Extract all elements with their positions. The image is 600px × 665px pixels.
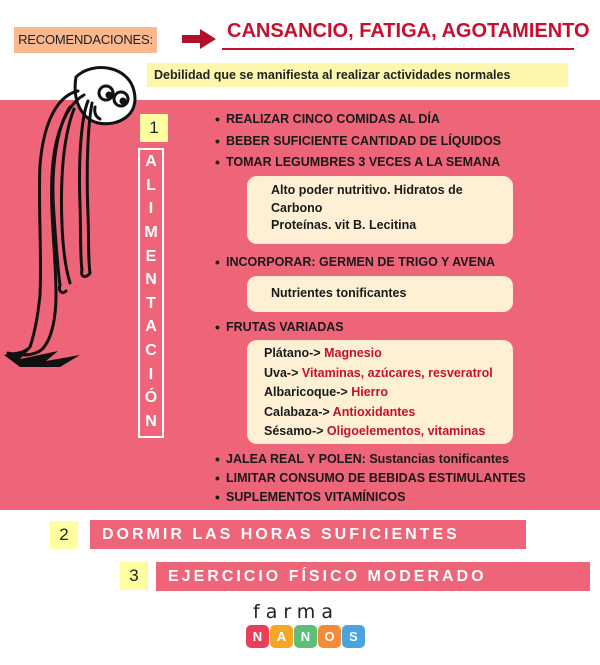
fruit-name: Plátano-> — [264, 346, 321, 360]
fruit-name: Albaricoque-> — [264, 385, 348, 399]
vertical-letter: I — [148, 200, 154, 218]
fruit-benefit: Vitaminas, azúcares, resveratrol — [301, 365, 493, 380]
logo-piece: O — [318, 625, 341, 648]
vertical-letter: A — [145, 318, 157, 336]
germen-info-box — [247, 276, 513, 312]
fruit-row — [264, 422, 496, 442]
right-arrow-icon — [182, 29, 216, 49]
list-item: • LIMITAR CONSUMO DE BEBIDAS ESTIMULANTES — [226, 471, 526, 485]
fruit-benefit: Hierro — [351, 385, 389, 399]
vertical-letter: A — [145, 153, 157, 170]
alimentacion-vertical-label — [138, 148, 164, 438]
legumbres-info-box — [247, 176, 513, 244]
tired-stick-figure-illustration — [0, 55, 140, 375]
fruit-name: Sésamo-> — [264, 424, 324, 438]
fruit-row — [264, 383, 496, 403]
subtitle: Debilidad que se manifiesta al realizar actividades normales — [147, 63, 568, 87]
vertical-letter: Ó — [144, 389, 158, 407]
fruit-row — [264, 344, 496, 364]
list-item: • FRUTAS VARIADAS — [226, 320, 344, 334]
info-line: Proteínas. vit B. Lecitina — [271, 218, 417, 232]
list-item: • JALEA REAL Y POLEN: Sustancias tonificantes — [226, 452, 509, 466]
logo-piece: N — [246, 625, 269, 648]
info-line: Nutrientes tonificantes — [271, 286, 407, 300]
vertical-letter: N — [145, 271, 157, 289]
fruit-row — [264, 364, 496, 384]
section-2-number: 2 — [50, 521, 78, 549]
fruit-name: Uva-> — [264, 365, 299, 380]
logo-piece: A — [270, 625, 293, 648]
page-title: CANSANCIO, FATIGA, AGOTAMIENTO — [227, 20, 590, 42]
fruit-benefit: Antioxidantes — [332, 404, 416, 419]
vertical-letter: I — [148, 365, 154, 383]
vertical-letter: L — [146, 176, 156, 194]
vertical-letter: C — [145, 342, 157, 359]
fruit-row — [264, 403, 496, 423]
logo-nanos-puzzle — [246, 625, 366, 648]
list-item: • INCORPORAR: GERMEN DE TRIGO Y AVENA — [226, 255, 495, 269]
frutas-info-box — [247, 340, 513, 444]
dormir-banner: DORMIR LAS HORAS SUFICIENTES — [90, 520, 526, 549]
fruit-benefit: Magnesio — [324, 346, 382, 360]
list-item: • REALIZAR CINCO COMIDAS AL DÍA — [226, 112, 440, 126]
title-underline — [222, 48, 574, 50]
list-item: • TOMAR LEGUMBRES 3 VECES A LA SEMANA — [226, 155, 500, 169]
logo-farma-text: farma — [253, 601, 339, 623]
section-1-number: 1 — [140, 114, 168, 142]
logo-piece: N — [294, 625, 317, 648]
fruit-benefit: Oligoelementos, vitaminas — [326, 424, 486, 438]
vertical-letter: T — [146, 294, 156, 312]
list-item: • BEBER SUFICIENTE CANTIDAD DE LÍQUIDOS — [226, 134, 501, 148]
vertical-letter: M — [144, 223, 158, 241]
vertical-letter: N — [145, 412, 157, 430]
list-item: • SUPLEMENTOS VITAMÍNICOS — [226, 490, 405, 504]
ejercicio-banner: EJERCICIO FÍSICO MODERADO — [156, 562, 590, 591]
fruit-name: Calabaza-> — [264, 404, 330, 419]
section-3-number: 3 — [120, 562, 148, 590]
logo-piece: S — [342, 625, 365, 648]
vertical-letter: E — [145, 247, 157, 265]
info-line: Carbono — [271, 200, 323, 215]
info-line: Alto poder nutritivo. Hidratos de — [271, 183, 463, 197]
recommendations-label: RECOMENDACIONES: — [14, 27, 157, 53]
